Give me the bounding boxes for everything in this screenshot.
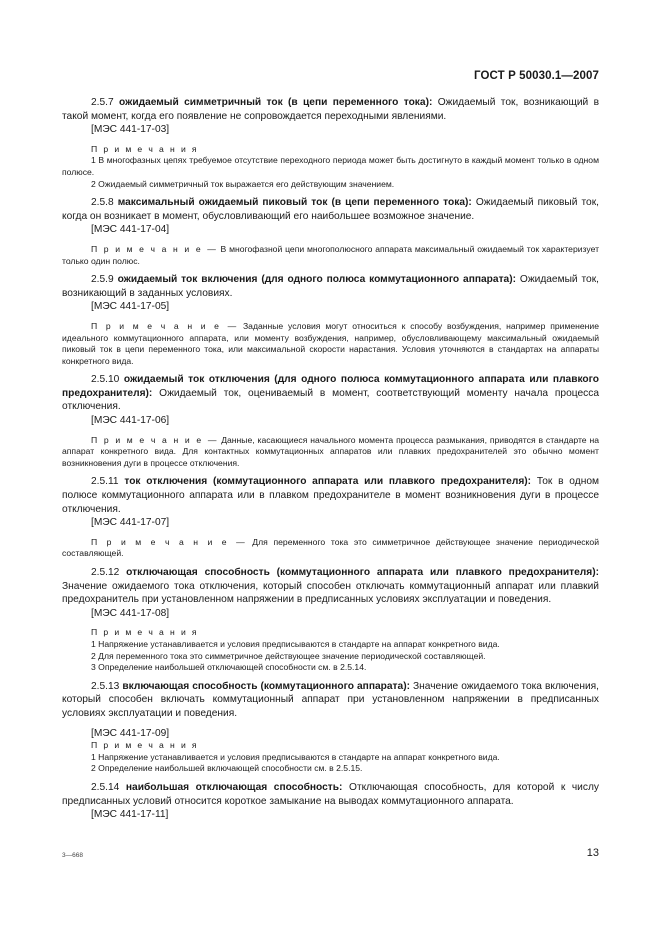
sheet-mark: 3—668 [62,852,83,859]
definition: Ожидаемый ток, оцениваемый в момент, соответствующий моменту начала процесса отключения. [62,387,599,413]
note-item: 1 Напряжение устанавливается и условия предписываются в стандарте на аппарат конкретного вида. [91,751,500,762]
notes-title: П р и м е ч а н и я [91,627,199,638]
iec-reference: [МЭС 441-17-08] [91,607,170,619]
note-paragraph [62,435,599,470]
definition-paragraph [62,781,599,808]
definition-paragraph [62,475,599,516]
note-text: Данные, касающиеся начального момента процесса размыкания, приводятся в стандарте на аппарат конкретного вида. Для контактных коммутационных аппаратов или плавких предохранителей это обычно момент возникновения дуги в процессе отключения. [62,434,599,468]
definition: Значение ожидаемого тока включения, который способен включать коммутационный аппарат при установленном напряжении в предписанных условиях эксплуатации и поведения. [62,680,599,719]
term: ожидаемый симметричный ток (в цепи переменного тока): [119,97,433,108]
section-number: 2.5.9 [91,274,114,286]
section-2-5-12 [62,566,599,674]
note-item: 3 Определение наибольшей отключающей способности см. в 2.5.14. [91,662,367,673]
note-item: 1 В многофазных цепях требуемое отсутствие переходного периода может быть достигнуто в каждый момент только в одном полюсе. [62,155,599,177]
iec-reference: [МЭС 441-17-05] [91,301,170,313]
section-2-5-7 [62,96,599,190]
notes-title: П р и м е ч а н и я [91,143,199,154]
definition-paragraph [62,196,599,223]
note-text: Для переменного тока это симметричное действующее значение периодической составляющей. [62,536,599,559]
section-2-5-13 [62,680,599,775]
note-paragraph [62,537,599,560]
section-number: 2.5.8 [91,197,114,209]
section-2-5-8 [62,196,599,267]
note-paragraph [62,244,599,267]
note-lead: П р и м е ч а н и е — [91,243,218,254]
document-body [62,96,599,822]
definition: Ожидаемый ток, возникающий в заданных условиях. [62,274,600,299]
note-text: В многофазной цепи многополюсного аппарата максимальный ожидаемый ток характеризует только один полюс. [62,243,599,266]
note-lead: П р и м е ч а н и е — [91,434,219,445]
term: максимальный ожидаемый пиковый ток (в цепи переменного тока): [117,197,472,209]
definition-paragraph [62,96,599,123]
definition: Отключающая способность, для которой к числу предписанных условий относится короткое замыкание на выводах коммутационного аппарата. [62,781,599,807]
term: наибольшая отключающая способность: [125,781,343,793]
page-number: 13 [586,847,599,859]
section-number: 2.5.13 [91,680,120,692]
note-item: 2 Определение наибольшей включающей способности см. в 2.5.15. [91,763,363,774]
note-item: 2 Для переменного тока это симметричное действующее значение периодической составляющей. [91,650,486,661]
section-number: 2.5.10 [91,374,120,386]
note-text: Заданные условия могут относиться к способу возбуждения, например применение идеального коммутационного аппарата, или моменту возбуждения, например, обусловливающему максимальный ожидаемый пиковый ток в цепи переменного тока, или максимальной скорости нарастания. Условия уточняются в стандартах на аппараты конкретного вида. [62,320,599,366]
iec-reference: [МЭС 441-17-03] [91,124,170,136]
definition: Значение ожидаемого тока отключения, который способен отключать коммутационный аппарат или плавкий предохранитель при установленном напряжении в предписанных условиях эксплуатации и поведения. [62,580,599,606]
note-item: 2 Ожидаемый симметричный ток выражается его действующим значением. [91,178,395,189]
note-lead: П р и м е ч а н и е — [91,536,247,547]
section-number: 2.5.7 [91,97,114,108]
iec-reference: [МЭС 441-17-07] [91,517,170,529]
section-2-5-10 [62,373,599,469]
note-paragraph [62,321,599,367]
iec-reference: [МЭС 441-17-11] [91,809,169,821]
iec-reference: [МЭС 441-17-04] [91,224,170,236]
notes-title: П р и м е ч а н и я [91,740,199,751]
definition: Ток в одном полюсе коммутационного аппарата или в плавком предохранителе в момент возникновения дуги в процессе отключения. [62,476,599,515]
definition-paragraph [62,566,599,607]
term: ожидаемый ток включения (для одного полюса коммутационного аппарата): [117,274,517,286]
iec-reference: [МЭС 441-17-06] [91,415,170,427]
definition: Ожидаемый пиковый ток, когда он возникает в момент, обусловливающий его наибольшее возможное значение. [62,197,599,222]
section-number: 2.5.12 [91,567,120,578]
term: ток отключения (коммутационного аппарата или плавкого предохранителя): [124,476,532,488]
definition-paragraph [62,373,599,414]
section-number: 2.5.14 [91,781,120,793]
section-2-5-11 [62,475,599,560]
term: отключающая способность (коммутационного аппарата или плавкого предохранителя): [126,567,599,578]
definition: Ожидаемый ток, возникающий в такой момент, когда его появление не сопровождается переходными явлениями. [62,97,599,122]
section-2-5-9 [62,273,599,367]
iec-reference: [МЭС 441-17-09] [91,727,170,739]
note-lead: П р и м е ч а н и е — [91,320,239,331]
note-item: 1 Напряжение устанавливается и условия предписываются в стандарте на аппарат конкретного вида. [91,638,500,649]
standard-code: ГОСТ Р 50030.1—2007 [474,70,599,82]
section-2-5-14 [62,781,599,822]
section-number: 2.5.11 [91,476,119,488]
term: ожидаемый ток отключения (для одного полюса коммутационного аппарата или плавкого предохранителя): [62,374,599,399]
definition-paragraph [62,680,599,721]
definition-paragraph [62,273,599,300]
term: включающая способность (коммутационного аппарата): [122,680,410,692]
